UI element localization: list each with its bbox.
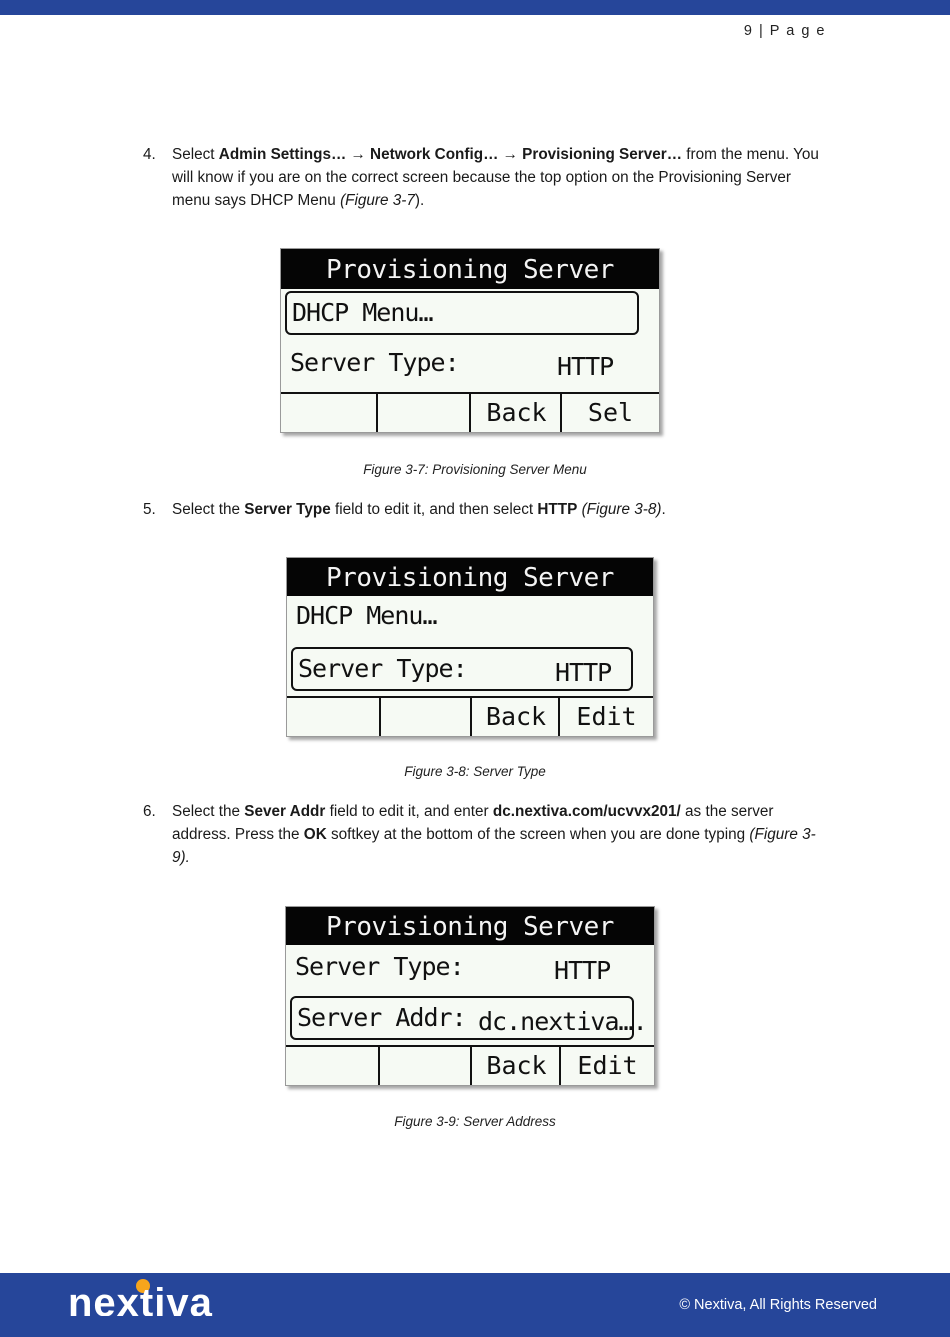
step-text: Select Admin Settings… → Network Config… → Provisioning Server… from the menu. You will know if you are on the correct screen because the top option on the Provisioning Server menu says DHCP Menu (Figure 3-7). [172,146,819,209]
step-4 [143,143,833,212]
figure-caption: Figure 3-7: Provisioning Server Menu [363,462,587,477]
screen-title: Provisioning Server [287,558,653,596]
step-number: 6. [143,803,156,820]
lcd-screen-fig-3-7 [280,248,660,433]
softkey-2[interactable] [379,698,472,736]
copyright: © Nextiva, All Rights Reserved [679,1297,877,1313]
step-number: 5. [143,501,156,518]
menu-row-server-type[interactable]: Server Type: HTTP [291,647,633,691]
softkey-back[interactable]: Back [470,698,560,736]
softkey-2[interactable] [378,1047,472,1085]
softkey-sel[interactable]: Sel [560,394,659,432]
step-5 [143,498,833,521]
figure-caption: Figure 3-8: Server Type [404,764,546,779]
step-number: 4. [143,146,156,163]
nextiva-logo [68,1276,258,1316]
menu-row-server-addr[interactable]: Server Addr: dc.nextiva…. [290,996,634,1040]
softkey-back[interactable]: Back [470,1047,561,1085]
screen-title: Provisioning Server [281,249,659,289]
softkey-2[interactable] [376,394,471,432]
softkey-edit[interactable]: Edit [559,1047,654,1085]
softkey-bar [281,392,659,432]
step-text: Select the Server Type field to edit it, and then select HTTP (Figure 3-8). [172,501,666,518]
figure-caption: Figure 3-9: Server Address [394,1114,556,1129]
menu-row-dhcp[interactable]: DHCP Menu… [285,291,639,335]
header-bar [0,0,950,15]
lcd-screen-fig-3-9 [285,906,655,1086]
menu-row-server-type[interactable]: Server Type: HTTP [290,348,614,381]
softkey-bar [287,696,653,736]
softkey-edit[interactable]: Edit [558,698,653,736]
menu-row-dhcp[interactable]: DHCP Menu… [296,601,437,630]
softkey-1[interactable] [287,698,379,736]
logo-wordmark: nextiva [68,1281,213,1316]
softkey-back[interactable]: Back [469,394,562,432]
step-6 [143,800,833,869]
softkey-1[interactable] [286,1047,378,1085]
screen-title: Provisioning Server [286,907,654,945]
step-text: Select the Sever Addr field to edit it, and enter dc.nextiva.com/ucvvx201/ as the server address. Press the OK softkey at the bottom of the screen when you are done typing (Figure 3-9). [172,803,816,866]
lcd-screen-fig-3-8 [286,557,654,737]
page-number: 9 | P a g e [743,23,826,39]
menu-row-server-type[interactable]: Server Type: HTTP [295,952,611,985]
softkey-1[interactable] [281,394,376,432]
softkey-bar [286,1045,654,1085]
